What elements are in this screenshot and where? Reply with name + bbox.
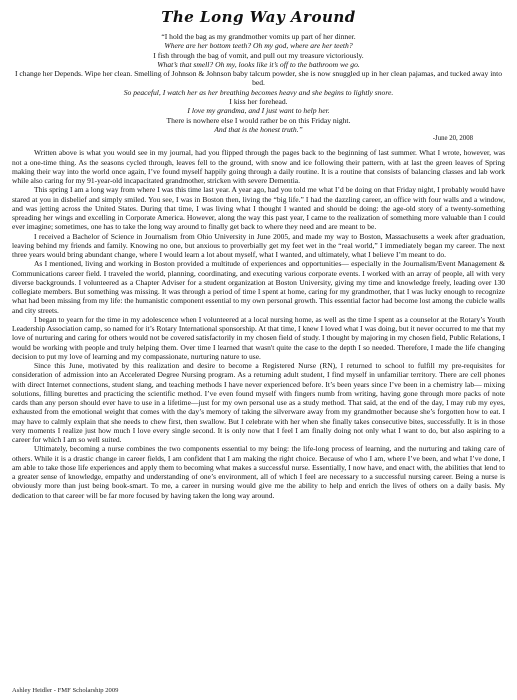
poem-line: And that is the honest truth.” <box>214 124 303 134</box>
essay-paragraph: Written above is what you would see in my journal, had you flipped through the pages back to the beginning of last summer. What I wrote, however, was not a one-time thing. As the seasons cycled through, leaves fell to the ground, with snow and ice following their pattern, with at last the green leaves of Spring making their way into the world once again, I’ve found myself happily going through a daily routine. It is a routine that consists of balancing classes and lab work while also caring for my 91-year-old incapacitated grandmother, stricken with severe Dementia. <box>12 148 505 186</box>
essay-paragraph: Since this June, motivated by this realization and desire to become a Registered Nurse (RN), I returned to school to fulfill my pre-requisites for consideration of admission into an Accelerated Degree Nursing program. As a returning adult student, I find myself in unfamiliar territory. There are cell phones with direct Internet connections, student slang, and teaching methods I have never experienced before. It’s been years since I’ve been in a chemistry lab— mixing solutions, filling burettes and practicing the scientific method. I’ve even found myself with fingers numb from writing, having gone through more packs of note cards than any person should ever have to use in a lifetime—just for my own personal use as a study method. That said, at the end of the day, I may rub my eyes, exhausted from the emotional weight that comes with the day’s memory of taking the silverware away from my grandmother because she’s forgotten how to eat. I may have to calmly explain that she needs to chew first, then swallow. But I celebrate with her when she finally takes consecutive bites, successfully. It is in those very moments I realize just how much I love every single second. It is only now that I feel I am finally doing not only what I want to do, but also aspiring to a career for which I am so well suited. <box>12 361 505 445</box>
poem-line: I love my grandma, and I just want to help her. <box>187 106 330 116</box>
poem-line: I fish through the bag of vomit, and pull out my treasure victoriously. <box>153 50 364 60</box>
poem-line: I change her Depends. Wipe her clean. Smelling of Johnson & Johnson baby talcum powder, she is now snuggled up in her clean pajamas, and tucked away into bed. <box>14 69 503 88</box>
opening-poem <box>12 32 505 134</box>
poem-line: What’s that smell? Oh my, looks like it’s off to the bathroom we go. <box>157 59 360 69</box>
poem-line: Where are her bottom teeth? Oh my god, where are her teeth? <box>164 41 353 51</box>
essay-paragraph: I began to yearn for the time in my adolescence when I volunteered at a local nursing home, as well as the time I spent as a counselor at the Rotary’s Youth Leadership Association camp, so named for it’s Rotary International sponsorship. At that time, I knew I loved what I was doing, but it never occurred to me that my love of nurturing and caring for others would not be covered satisfactorily in my chosen field of study. I thought by majoring in my chosen field, Public Relations, I would be working with people and truly helping them. Over time I learned that wasn't quite the case to the depth I so needed. Therefore, I made the life changing decision to put my love of learning and my compassionate, nurturing nature to use. <box>12 314 505 361</box>
poem-line: “I hold the bag as my grandmother vomits up part of her dinner. <box>161 32 356 41</box>
essay-paragraph: As I mentioned, living and working in Boston provided a multitude of experiences and opportunities— especially in the Journalism/Event Management & Communications career field. I traveled the world, planning, coordinating, and executing various corporate events. I worked with an array of people, all with very diverse backgrounds. I volunteered as a Chapter Adviser for a student organization at Boston University, giving my time and knowledge freely, leading over 130 collegiate members. But something was missing. It was through a period of time I spent at home, caring for my grandmother, that I was lucky enough to recognize what had been missing from my life: the humanistic component essential to my own personal growth. This essential factor had become lost among the cubicle walls and city streets. <box>12 259 505 315</box>
essay-paragraph: Ultimately, becoming a nurse combines the two components essential to my being: the life-long process of learning, and the nurturing and taking care of others. While it is a drastic change in career fields, I am confident that I am making the right choice. Because of who I am, where I’ve been, and what I’ve done, I am able to take those life experiences and apply them to becoming what makes a successful nurse. Essentially, I now have, and enact with, the abilities that lend to a greater sense of knowledge, empathy and understanding of one’s environment, all of which I feel are necessary to a successful nursing career. Being a nurse is obviously more than just being book-smart. To me, a career in nursing would give me the ability to help and enrich the lives of others on a daily basis. My dedication to that career will be far more focused by having taken the long way around. <box>12 444 505 500</box>
page-footer: Ashley Heidler - FMF Scholarship 2009 <box>12 687 119 694</box>
essay-paragraph: This spring I am a long way from where I was this time last year. A year ago, had you told me what I’d be doing on that Friday night, I probably would have stared at you in disbelief and simply smiled. You see, I was in Boston then, living the “big life.” I had the dazzling career, an office with four walls and a window, and was jetting across the United States. During that time, I was living what I thought I wanted and should be doing: the age-old story of a twenty-something spreading her wings and excelling in Corporate America. However, along the way this past year, I came to the realization of something more valuable than I could ever imagine; sometimes, one has to take the long way around to finally get back to where they need and are meant to be. <box>12 185 505 232</box>
poem-line: So peaceful, I watch her as her breathing becomes heavy and she begins to lightly snore. <box>123 87 394 97</box>
poem-line: I kiss her forehead. <box>229 97 288 107</box>
document-title: The Long Way Around <box>161 8 356 26</box>
essay-body <box>12 148 505 500</box>
essay-paragraph: I received a Bachelor of Science in Journalism from Ohio University in June 2005, and made my way to Boston, Massachusetts a week after graduation, leaving behind my friends and family. Knowing no one, but anxious to proverbially get my feet wet in the “real world,” I immediately began my career. The next three years would bring abundant change, where I would learn a lot about myself, what I wanted, and ultimately, what I believe I’m meant to do. <box>12 231 505 260</box>
poem-line: There is nowhere else I would rather be on this Friday night. <box>166 115 351 125</box>
poem-dateline: -June 20, 2008 <box>432 135 473 143</box>
